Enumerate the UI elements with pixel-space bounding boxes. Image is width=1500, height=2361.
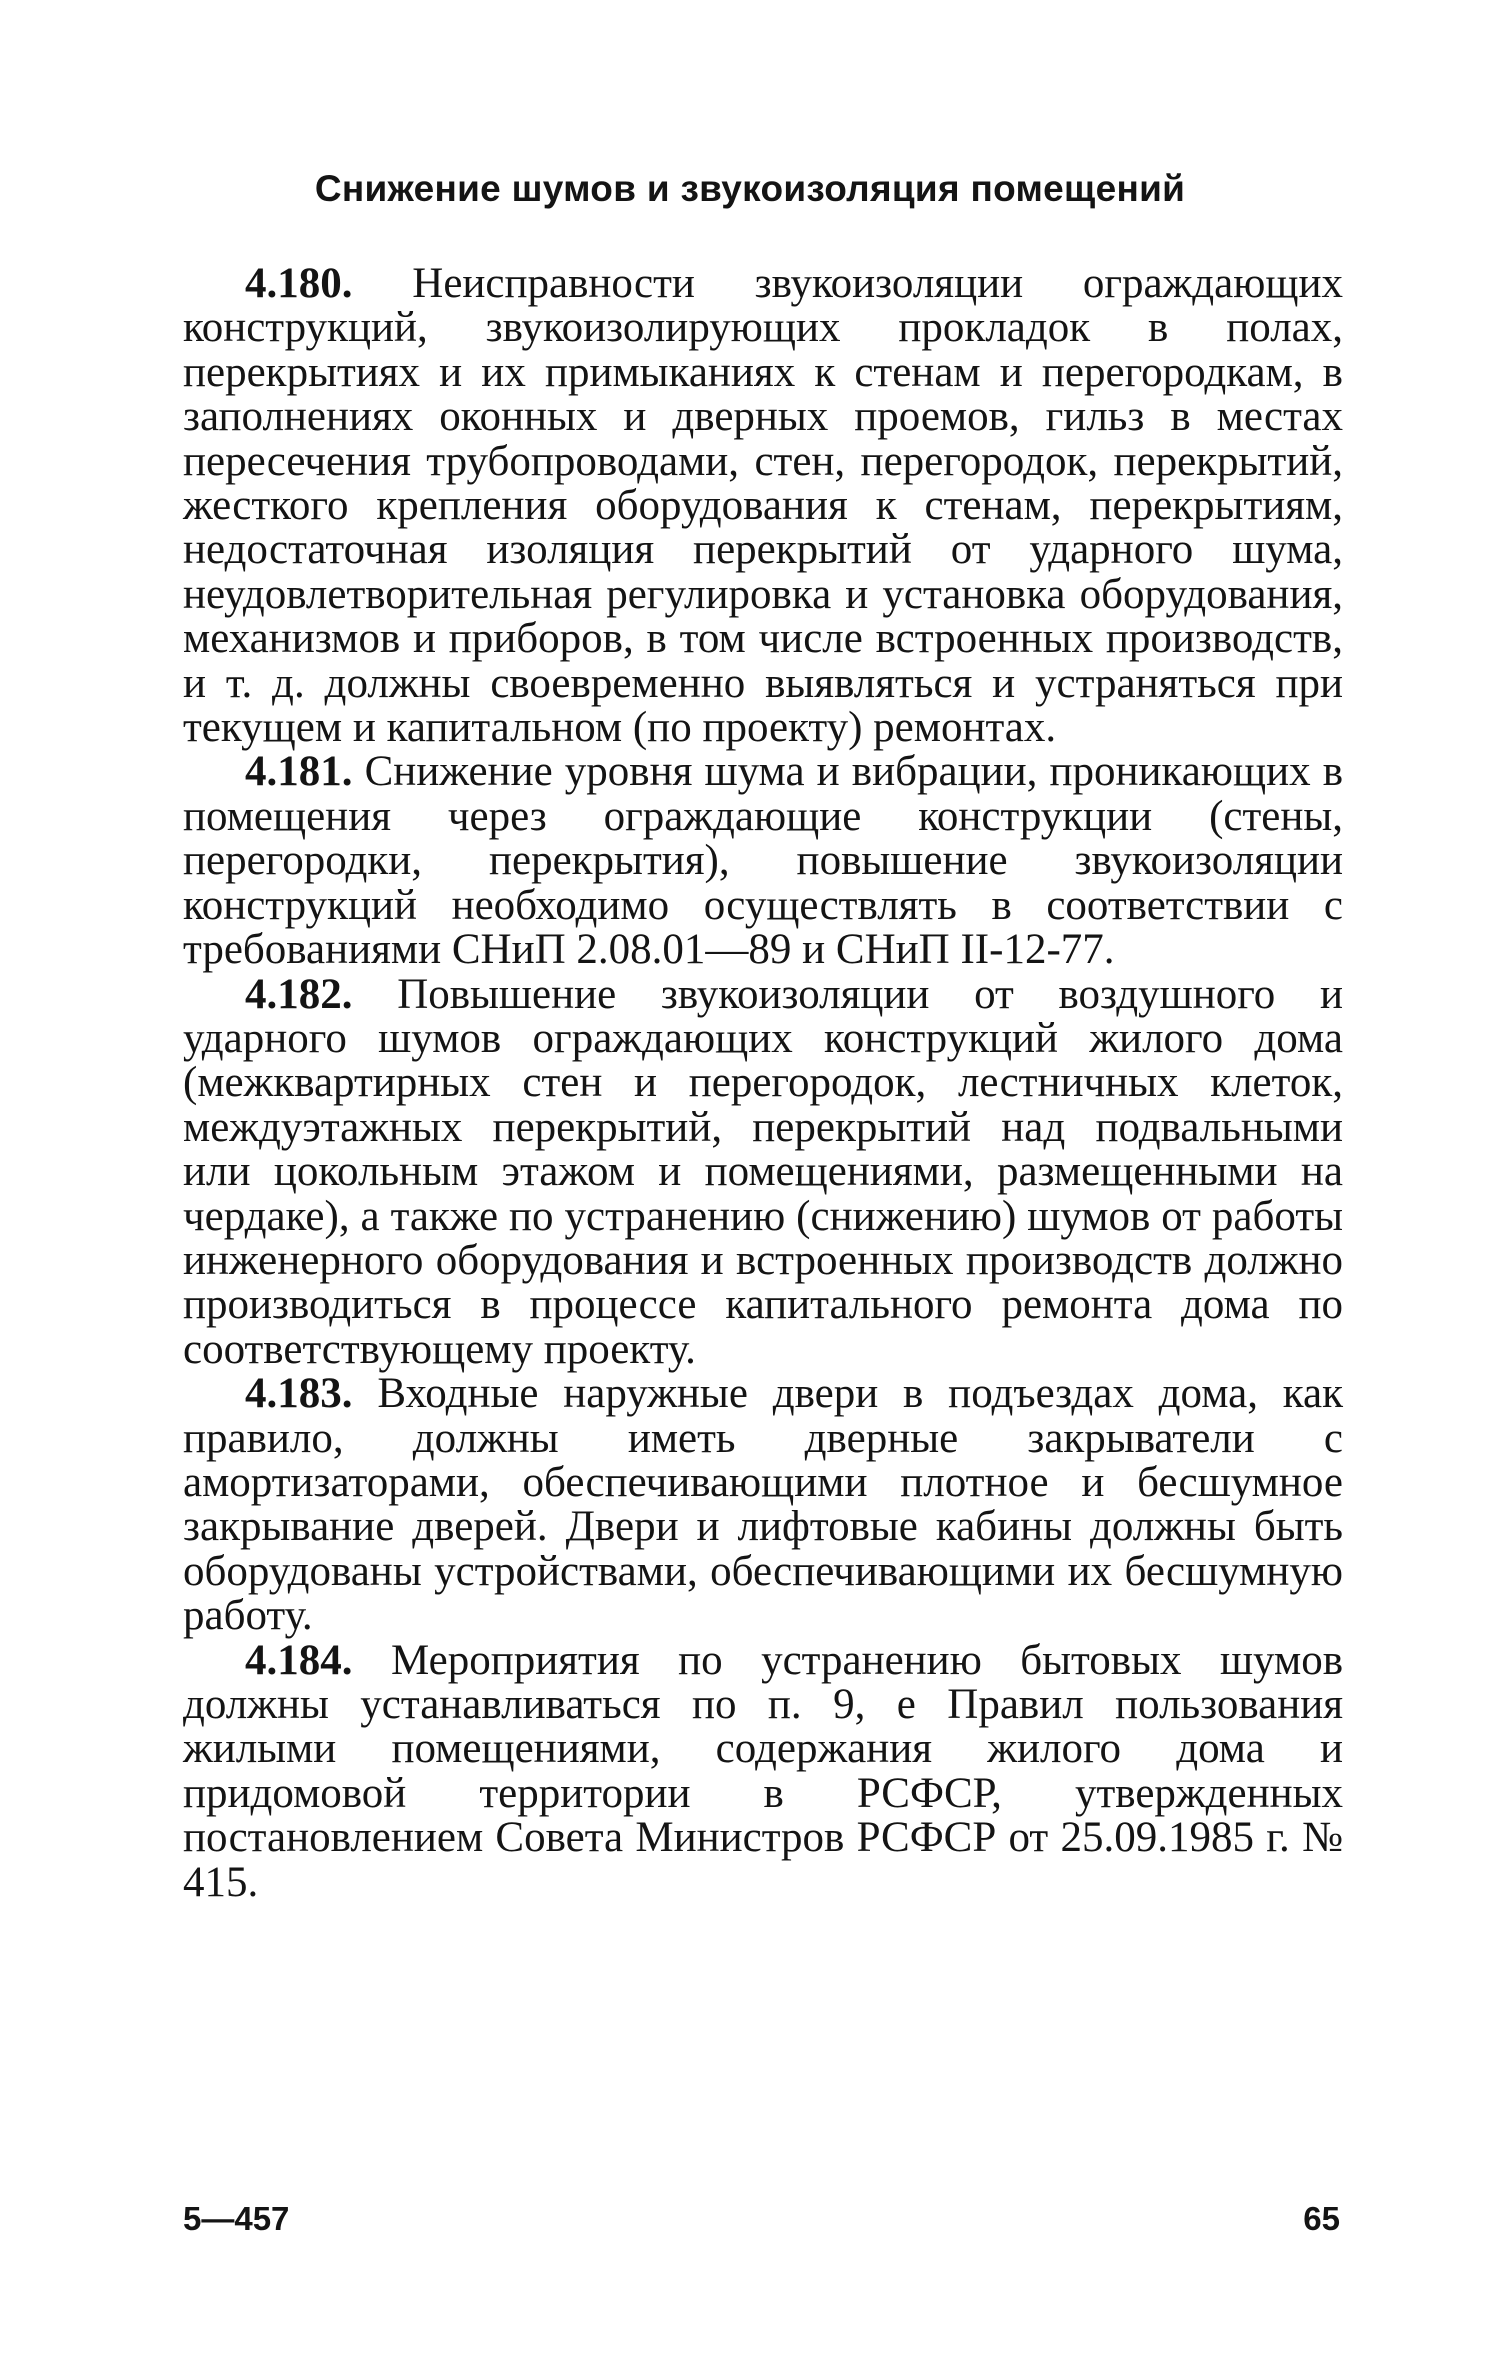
paragraph-number: 4.183. <box>245 1370 353 1418</box>
paragraph-4-183 <box>183 1372 1343 1638</box>
paragraph-text: Снижение уровня шума и вибрации, проникающих в помещения через ограждающие конструкции (стены, перегородки, перекрытия), повышение звукоизоляции конструкций необходимо осуществлять в соответствии с требованиями СНиП 2.08.01—89 и СНиП II-12-77. <box>183 748 1344 974</box>
paragraph-number: 4.184. <box>245 1636 353 1684</box>
page-number: 65 <box>1303 2200 1340 2237</box>
paragraph-number: 4.180. <box>245 260 353 307</box>
paragraph-4-184 <box>183 1636 1344 1906</box>
printer-signature: 5—457 <box>183 2200 290 2237</box>
section-body <box>183 262 1343 1905</box>
paragraph-4-182 <box>183 970 1343 1373</box>
paragraph-4-180 <box>183 262 1343 750</box>
paragraph-number: 4.182. <box>245 970 353 1018</box>
paragraph-text: Повышение звукоизоляции от воздушного и ударного шумов ограждающих конструкций жилого дома (межквартирных стен и перегородок, лестничных клеток, междуэтажных перекрытий, перекрытий над подвальными или цокольным этажом и помещениями, размещенными на чердаке), а также по устранению (снижению) шумов от работы инженерного оборудования и встроенных производств должно производиться в процессе капитального ремонта дома по соответствующему проекту. <box>183 970 1343 1373</box>
paragraph-text: Неисправности звукоизоляции ограждающих конструкций, звукоизолирующих прокладок в полах, перекрытиях и их примыканиях к стенам и перегородкам, в заполнениях оконных и дверных проемов, гильз в местах пересечения трубопроводами, стен, перегородок, перекрытий, жесткого крепления оборудования к стенам, перекрытиям, недостаточная изоляция перекрытий от ударного шума, неудовлетворительная регулировка и установка оборудования, механизмов и приборов, в том числе встроенных производств, и т. д. должны своевременно выявляться и устраняться при текущем и капитальном (по проекту) ремонтах. <box>183 260 1344 752</box>
paragraph-text: Мероприятия по устранению бытовых шумов должны устанавливаться по п. 9, е Правил пользования жилыми помещениями, содержания жилого дома и придомовой территории в РСФСР, утвержденных постановлением Совета Министров РСФСР от 25.09.1985 г. № 415. <box>183 1636 1344 1906</box>
section-heading: Снижение шумов и звукоизоляция помещений <box>314 168 1186 209</box>
paragraph-text: Входные наружные двери в подъездах дома, как правило, должны иметь дверные закрыватели с амортизаторами, обеспечивающими плотное и бесшумное закрывание дверей. Двери и лифтовые кабины должны быть оборудованы устройствами, обеспечивающими их бесшумную работу. <box>183 1370 1344 1640</box>
paragraph-4-181 <box>183 750 1343 972</box>
paragraph-number: 4.181. <box>245 748 353 796</box>
